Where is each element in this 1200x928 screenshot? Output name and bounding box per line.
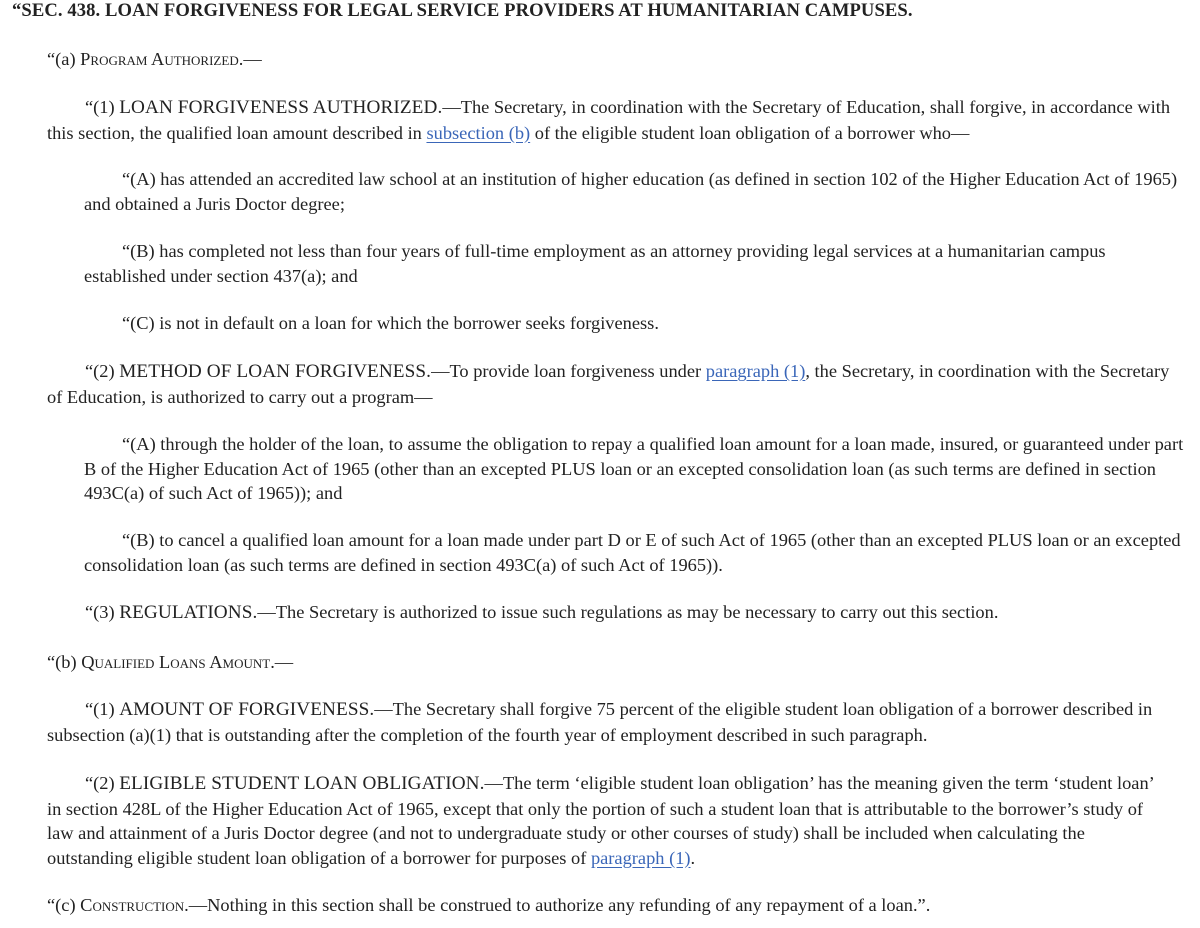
paragraph-1-link[interactable]: paragraph (1)	[705, 361, 806, 381]
subsection-b-prefix: “(b)	[47, 652, 82, 672]
paragraph-a2-heading: METHOD OF LOAN FORGIVENESS.	[119, 361, 432, 382]
paragraph-b2-heading: ELIGIBLE STUDENT LOAN OBLIGATION.	[119, 773, 485, 794]
paragraph-a1-heading: LOAN FORGIVENESS AUTHORIZED.	[119, 97, 443, 118]
clause-a1-B: “(B) has completed not less than four years of full-time employment as an attorney providing legal services at a humanitarian campus established under section 437(a); and	[84, 241, 1106, 286]
paragraph-a2	[47, 359, 1172, 409]
paragraph-1-link[interactable]: paragraph (1)	[590, 847, 691, 868]
subsection-a-prefix: “(a)	[47, 49, 81, 69]
clause-a2-B: “(B) to cancel a qualified loan amount for a loan made under part D or E of such Act of 1965 (other than an excepted PLUS loan or an excepted consolidation loan (as such terms are defined in section 493C(a) of such Act of 1965)).	[84, 530, 1181, 575]
clause-a1-C: “(C) is not in default on a loan for which the borrower seeks forgiveness.	[122, 313, 659, 333]
paragraph-a3-heading: REGULATIONS.	[119, 602, 258, 623]
subsection-b-title: Qualified Loans Amount.	[81, 652, 275, 672]
paragraph-a2-text: —To provide loan forgiveness under	[431, 361, 706, 381]
paragraph-a2-text-end: , the Secretary, in coordination with the Secretary of Education, is authorized to carry out a program—	[47, 361, 1170, 407]
paragraph-b2-prefix: “(2)	[85, 773, 120, 793]
paragraph-b1-prefix: “(1)	[85, 699, 120, 719]
subsection-c-prefix: “(c)	[47, 895, 81, 915]
paragraph-b1	[47, 697, 1172, 747]
subsection-a-dash: —	[243, 49, 262, 69]
subsection-b-heading	[47, 653, 293, 671]
paragraph-a3	[47, 600, 1172, 626]
paragraph-a1-prefix: “(1)	[85, 97, 120, 117]
subsection-b-link[interactable]: subsection (b)	[426, 122, 531, 143]
paragraph-a2-prefix: “(2)	[85, 361, 120, 381]
paragraph-a3-prefix: “(3)	[85, 602, 120, 622]
paragraph-a1-text-end: of the eligible student loan obligation of a borrower who—	[530, 122, 970, 143]
subsection-c-text: —Nothing in this section shall be construed to authorize any refunding of any repayment of a loan.”.	[188, 895, 931, 915]
paragraph-b2-text: —The term ‘eligible student loan obligation’ has the meaning given the term ‘student loan’ in section 428L of the Higher Education Act of 1965, except that only the portion of such a student loan that is attributable to the borrower’s study of law and attainment of a Juris Doctor degree (and not to undergraduate study or other courses of study) shall be included when calculating the outstanding eligible student loan obligation of a borrower for purposes of	[47, 773, 1154, 868]
subsection-c-heading: Construction.	[80, 895, 189, 915]
paragraph-b1-heading: AMOUNT OF FORGIVENESS.	[119, 699, 375, 720]
section-title: “SEC. 438. LOAN FORGIVENESS FOR LEGAL SERVICE PROVIDERS AT HUMANITARIAN CAMPUSES.	[12, 0, 913, 21]
subsection-c	[47, 893, 1177, 918]
paragraph-b1-text: —The Secretary shall forgive 75 percent of the eligible student loan obligation of a borrower described in subsection (a)(1) that is outstanding after the completion of the fourth year of employment described in such paragraph.	[47, 699, 1153, 745]
paragraph-a1-text: —The Secretary, in coordination with the Secretary of Education, shall forgive, in accordance with this section, the qualified loan amount described in	[47, 97, 1171, 143]
paragraph-b2-text-end: .	[690, 847, 696, 868]
subsection-b-dash: —	[274, 652, 294, 672]
subsection-a-heading	[47, 50, 262, 68]
clause-a2-A: “(A) through the holder of the loan, to assume the obligation to repay a qualified loan amount for a loan made, insured, or guaranteed under part B of the Higher Education Act of 1965 (other than an excepted PLUS loan or an excepted consolidation loan (as such terms are defined in section 493C(a) of such Act of 1965)); and	[84, 434, 1184, 503]
subsection-a-title: Program Authorized.	[80, 49, 244, 69]
paragraph-a1	[47, 95, 1172, 145]
paragraph-b2	[47, 771, 1172, 870]
clause-a1-A: “(A) has attended an accredited law school at an institution of higher education (as defined in section 102 of the Higher Education Act of 1965) and obtained a Juris Doctor degree;	[84, 169, 1178, 214]
paragraph-a3-text: —The Secretary is authorized to issue such regulations as may be necessary to carry out this section.	[257, 602, 999, 622]
